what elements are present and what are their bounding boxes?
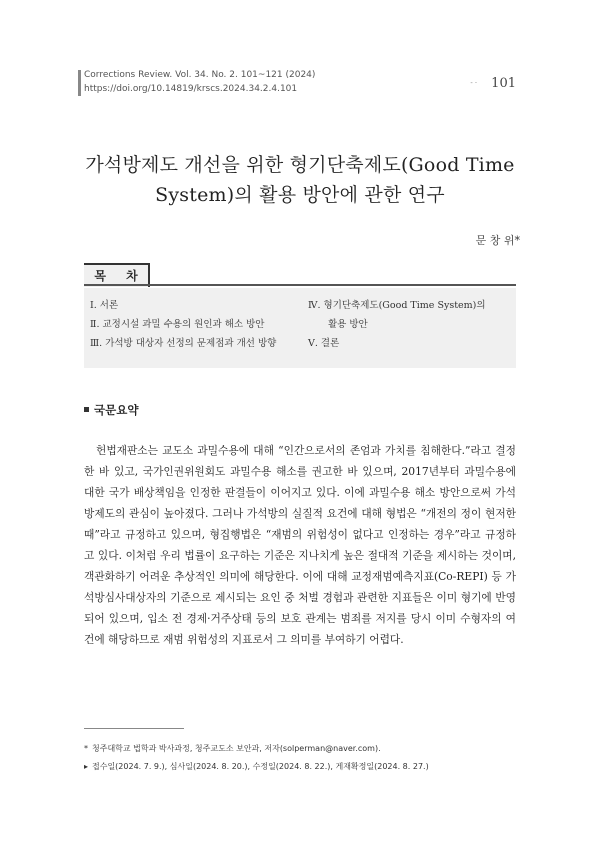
toc-item[interactable]: Ⅴ. 결론	[308, 338, 340, 349]
toc-item[interactable]: Ⅰ. 서론	[90, 300, 119, 311]
abstract-heading-label: 국문요약	[94, 403, 139, 417]
toc-right-column	[308, 296, 513, 353]
title-line-2: System)의 활용 방안에 관한 연구	[155, 184, 445, 206]
doi-link[interactable]: https://doi.org/10.14819/krscs.2024.34.2.4.101	[84, 84, 298, 94]
footnotes	[84, 740, 524, 776]
footnote-mark: *	[84, 744, 88, 753]
footnote-text: 청주대학교 법학과 박사과정, 청주교도소 보안과, 저자(solperman@naver.com).	[92, 744, 381, 753]
square-bullet-icon	[84, 407, 89, 412]
toc-item[interactable]: Ⅲ. 가석방 대상자 선정의 문제점과 개선 방향	[90, 338, 277, 349]
footnote-author	[84, 740, 524, 758]
article-title	[40, 150, 560, 210]
toc-item[interactable]: Ⅱ. 교정시설 과밀 수용의 원인과 해소 방안	[90, 319, 265, 330]
footnote-text: 접수일(2024. 7. 9.), 심사일(2024. 8. 20.), 수정일(2024. 8. 22.), 게재확정일(2024. 8. 27.)	[92, 762, 429, 771]
toc-item-line: Ⅳ. 형기단축제도(Good Time System)의	[308, 300, 486, 311]
toc-item[interactable]	[308, 296, 513, 334]
running-header	[84, 68, 516, 96]
abstract-heading	[84, 402, 138, 418]
author-name: 문 창 위*	[475, 234, 520, 247]
abstract-body	[84, 440, 516, 650]
toc-item-continuation: 활용 방안	[328, 319, 368, 330]
table-of-contents	[84, 288, 516, 368]
page-dots: - ·	[470, 79, 478, 87]
title-line-1: 가석방제도 개선을 위한 형기단축제도(Good Time	[85, 154, 515, 176]
header-accent-bar	[78, 70, 81, 96]
toc-divider	[84, 284, 516, 286]
journal-citation: Corrections Review. Vol. 34. No. 2. 101~121 (2024)	[84, 70, 316, 80]
page-number: 101	[491, 76, 516, 91]
toc-heading: 목 차	[94, 269, 146, 283]
footnote-mark: ▸	[84, 762, 89, 771]
page-number-block	[470, 76, 516, 91]
toc-left-column	[90, 296, 300, 353]
footnote-dates	[84, 758, 524, 776]
abstract-paragraph: 헌법재판소는 교도소 과밀수용에 대해 “인간으로서의 존엄과 가치를 침해한다.”라고 결정한 바 있고, 국가인권위원회도 과밀수용 해소를 권고한 바 있으며, 2017년부터 과밀수용에 대한 국가 배상책임을 인정한 판결들이 이어지고 있다. 이에 과밀수용 해소 방안으로써 가석방제도의 관심이 높아졌다. 그러나 가석방의 실질적 요건에 대해 형법은 “개전의 정이 현저한 때”라고 규정하고 있으며, 형집행법은 “재범의 위험성이 없다고 인정하는 경우”라고 규정하고 있다. 이처럼 우리 법률이 요구하는 기준은 지나치게 높은 절대적 기준을 제시하는 것이며, 객관화하기 어려운 추상적인 의미에 해당한다. 이에 대해 교정재범예측지표(Co-REPI) 등 가석방심사대상자의 기준으로 제시되는 요인 중 처벌 경험과 관련한 지표들은 이미 형기에 반영되어 있으며, 입소 전 경제·거주상태 등의 보호 관계는 범죄를 저지를 당시 이미 수형자의 여건에 해당하므로 재범 위험성의 지표로서 그 의미를 부여하기 어렵다.	[84, 444, 516, 646]
footnote-divider	[84, 728, 184, 729]
